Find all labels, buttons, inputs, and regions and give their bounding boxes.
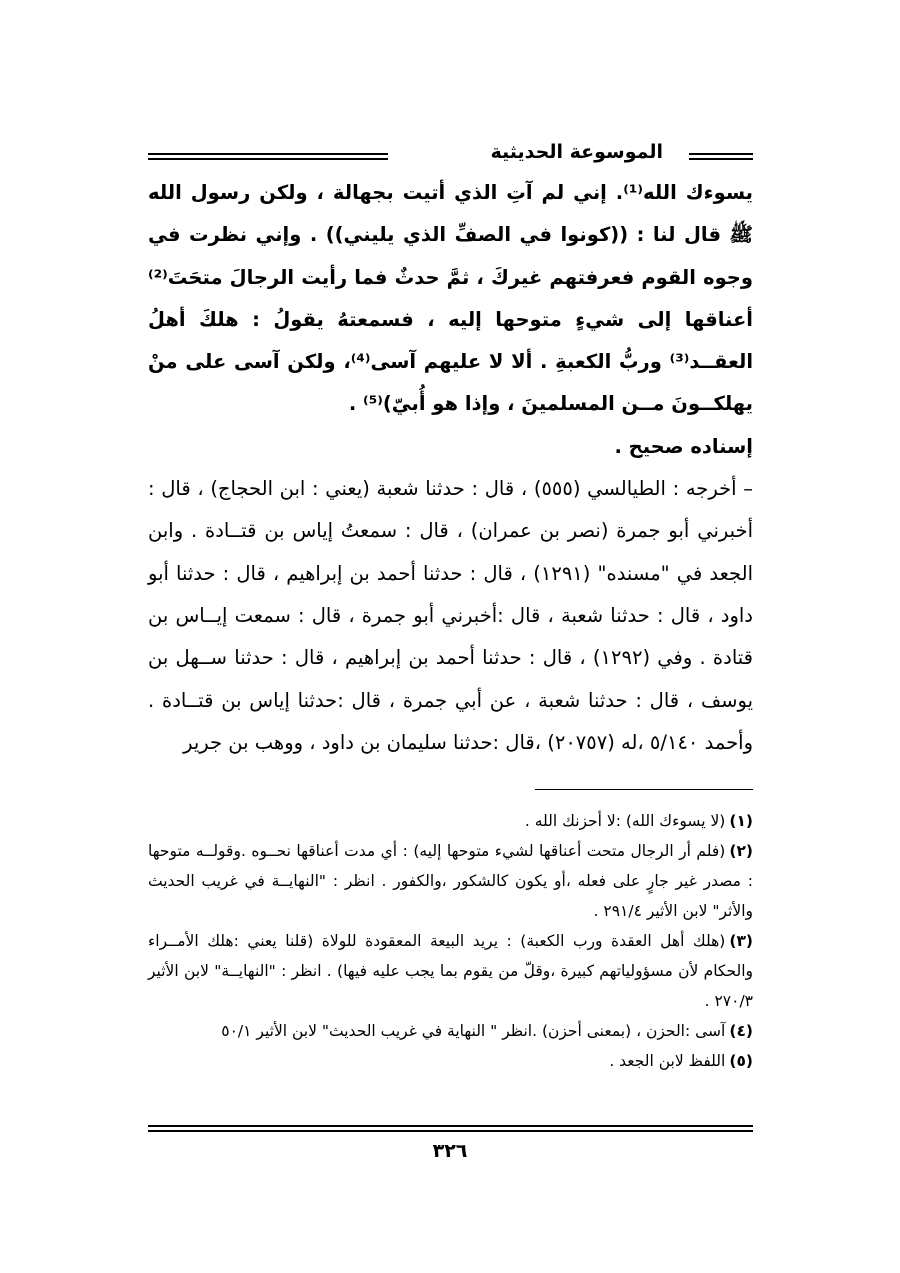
footnote-3: (٣)(هلك أهل العقدة ورب الكعبة) : يريد البيعة المعقودة للولاة (قلنا يعني :هلك الأمــراء والحكام لأن مسؤولياتهم كبيرة ،وقلّ من يقوم بما يجب عليه فيها) . انظر : "النهايــة" لابن الأثير ٢٧٠/٣ .: [148, 932, 753, 1010]
main-text: [148, 172, 753, 764]
header-title: الموسوعة الحديثية: [490, 141, 663, 163]
footnote-1: (١)(لا يسوءك الله) :لا أحزنك الله .: [524, 812, 753, 830]
page-number: ٣٢٦: [432, 1140, 468, 1162]
header-rule-right: [689, 153, 753, 160]
header-rule-left: [148, 153, 388, 160]
footnote-4-text: آسى :الحزن ، (بمعنى أحزن) .انظر " النهاية في غريب الحديث" لابن الأثير ٥٠/١: [221, 1022, 726, 1040]
footnote-2: (٢)(فلم أر الرجال متحت أعناقها لشيء متوحها إليه) : أي مدت أعناقها نحــوه .وقولــه متوحها : مصدر غير جارٍ على فعله ،أو يكون كالشكور ،والكفور . انظر : "النهايــة في غريب الحديث والأثر" لابن الأثير ٢٩١/٤ .: [148, 842, 753, 920]
footer-rule: [148, 1125, 753, 1135]
footnote-5-text: اللفظ لابن الجعد .: [609, 1052, 726, 1070]
footnote-separator: [535, 789, 753, 790]
footnote-3-text: (هلك أهل العقدة ورب الكعبة) : يريد البيعة المعقودة للولاة (قلنا يعني :هلك الأمــراء والحكام لأن مسؤولياتهم كبيرة ،وقلّ من يقوم بما يجب عليه فيها) . انظر : "النهايــة" لابن الأثير ٢٧٠/٣ .: [148, 932, 753, 1010]
hadith-text: يسوءك الله⁽¹⁾. إني لم آتِ الذي أتيت بجهالة ، ولكن رسول الله ﷺ قال لنا : ((كونوا في الصفِّ الذي يليني)) . وإني نظرت في وجوه القوم فعرفتهم غيركَ ، ثمَّ حدثٌ فما رأيت الرجالَ متحَتَ⁽²⁾ أعناقها إلى شيءٍ متوحها إليه ، فسمعتهُ يقولُ : هلكَ أهلُ العقــد⁽³⁾ وربُّ الكعبةِ . ألا لا عليهم آسى⁽⁴⁾، ولكن آسى على منْ يهلكــونَ مــن المسلمينَ ، وإذا هو أُبيّ)⁽⁵⁾ .: [148, 181, 754, 416]
footnote-1-text: (لا يسوءك الله) :لا أحزنك الله .: [524, 812, 726, 830]
footnote-2-text: (فلم أر الرجال متحت أعناقها لشيء متوحها إليه) : أي مدت أعناقها نحــوه .وقولــه متوحها : مصدر غير جارٍ على فعله ،أو يكون كالشكور ،والكفور . انظر : "النهايــة في غريب الحديث والأثر" لابن الأثير ٢٩١/٤ .: [148, 842, 753, 920]
takhrij-text: – أخرجه : الطيالسي (٥٥٥) ، قال : حدثنا شعبة (يعني : ابن الحجاج) ، قال : أخبرني أبو جمرة (نصر بن عمران) ، قال : سمعتُ إياس بن قتــادة . وابن الجعد في "مسنده" (١٢٩١) ، قال : حدثنا أحمد بن إبراهيم ، قال : حدثنا أبو داود ، قال : حدثنا شعبة ، قال :أخبرني أبو جمرة ، قال : سمعت إيــاس بن قتادة . وفي (١٢٩٢) ، قال : حدثنا أحمد بن إبراهيم ، قال : حدثنا ســهل بن يوسف ، قال : حدثنا شعبة ، عن أبي جمرة ، قال :حدثنا إياس بن قتــادة . وأحمد ٥/١٤٠ ،له (٢٠٧٥٧) ،قال :حدثنا سليمان بن داود ، ووهب بن جرير: [148, 477, 753, 754]
isnad-status: إسناده صحيح .: [614, 434, 753, 458]
footnote-4: (٤)آسى :الحزن ، (بمعنى أحزن) .انظر " النهاية في غريب الحديث" لابن الأثير ٥٠/١: [221, 1022, 753, 1040]
footnote-5: (٥)اللفظ لابن الجعد .: [609, 1052, 753, 1070]
running-header: [148, 141, 753, 169]
footnotes: [148, 806, 753, 1076]
